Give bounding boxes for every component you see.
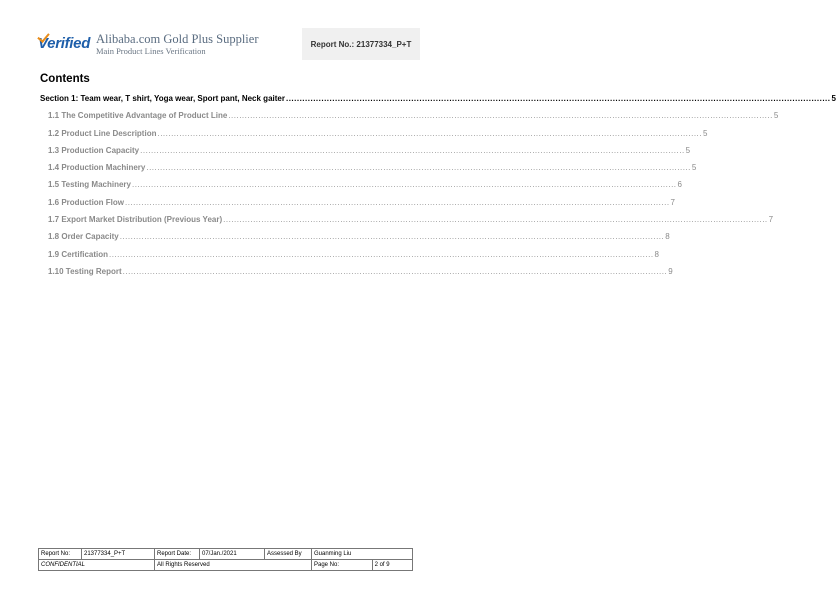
toc-entry[interactable] [40,128,708,146]
footer-confidential: CONFIDENTIAL [39,560,155,571]
logo-text: Verified [38,35,91,52]
toc-entry-title: 1.7 Export Market Distribution (Previous Year) [48,215,223,225]
toc-entry-title: 1.1 The Competitive Advantage of Product Line [48,111,228,121]
verified-logo [38,35,90,52]
toc-leader-dots: ........................................................................................................................................................................................................ [228,111,773,121]
page-header [38,28,420,64]
report-number-box [302,28,420,60]
report-number: Report No.: 21377334_P+T [310,39,412,49]
toc-entry-title: 1.5 Testing Machinery [48,180,131,190]
footer-assessed-by-label: Assessed By [265,549,312,560]
toc-entry-page: 9 [668,266,673,276]
toc-entry-page: 6 [677,180,682,190]
toc-entry-page: 5 [691,163,697,173]
toc-leader-dots: ........................................................................................................................................................................................................ [122,266,668,276]
toc-leader-dots: ........................................................................................................................................................................................................ [223,215,768,225]
toc-leader-dots: ........................................................................................................................................................................................................ [140,145,685,155]
toc-entry-title: 1.10 Testing Report [48,266,122,276]
toc-entry-page: 5 [831,94,836,103]
toc-leader-dots: ........................................................................................................................................................................................................ [146,163,691,173]
footer-assessed-by-value: Guanming Liu [312,549,413,560]
toc-leader-dots: ........................................................................................................................................................................................................ [285,94,831,103]
footer-page-no-label: Page No: [312,560,373,571]
page-footer [38,548,413,571]
toc-entry[interactable] [40,266,673,284]
toc-entry-title: 1.4 Production Machinery [48,163,146,173]
toc-entry-page: 7 [670,197,675,207]
toc-leader-dots: ........................................................................................................................................................................................................ [132,180,677,190]
toc-entry-page: 8 [654,249,659,259]
toc-entry[interactable] [40,163,697,180]
footer-report-no-value: 21377334_P+T [82,549,155,560]
supplier-title [96,32,259,57]
toc-entry[interactable] [40,232,670,249]
table-of-contents [40,94,836,284]
footer-report-no-label: Report No: [39,549,82,560]
toc-entry-page: 8 [665,232,670,242]
toc-leader-dots: ........................................................................................................................................................................................................ [109,249,654,259]
footer-report-date-value: 07/Jan./2021 [200,549,265,560]
toc-entry-page: 5 [685,145,691,155]
toc-entry-title: Section 1: Team wear, T shirt, Yoga wear, Sport pant, Neck gaiter [40,94,285,103]
toc-leader-dots: ........................................................................................................................................................................................................ [157,128,702,138]
toc-entry-title: 1.9 Certification [48,249,109,259]
toc-entry-page: 5 [703,128,708,138]
contents-title: Contents [40,73,90,85]
toc-entry-page: 7 [768,215,774,225]
footer-report-date-label: Report Date: [155,549,200,560]
supplier-line1: Alibaba.com Gold Plus Supplier [96,32,259,46]
toc-entry[interactable] [40,215,774,232]
toc-entry[interactable] [40,249,659,267]
toc-leader-dots: ........................................................................................................................................................................................................ [125,197,670,207]
toc-entry[interactable] [40,94,836,111]
supplier-line2: Main Product Lines Verification [96,46,206,56]
toc-entry-title: 1.8 Order Capacity [48,232,119,242]
toc-entry[interactable] [40,180,682,197]
toc-leader-dots: ........................................................................................................................................................................................................ [119,232,665,242]
toc-entry-title: 1.6 Production Flow [48,197,125,207]
toc-entry-page: 5 [773,111,779,121]
footer-page-no-value: 2 of 9 [372,560,412,571]
toc-entry-title: 1.3 Production Capacity [48,145,140,155]
footer-rights: All Rights Reserved [155,560,312,571]
toc-entry[interactable] [40,111,779,128]
toc-entry[interactable] [40,145,691,163]
toc-entry[interactable] [40,197,675,215]
toc-entry-title: 1.2 Product Line Description [48,128,157,138]
